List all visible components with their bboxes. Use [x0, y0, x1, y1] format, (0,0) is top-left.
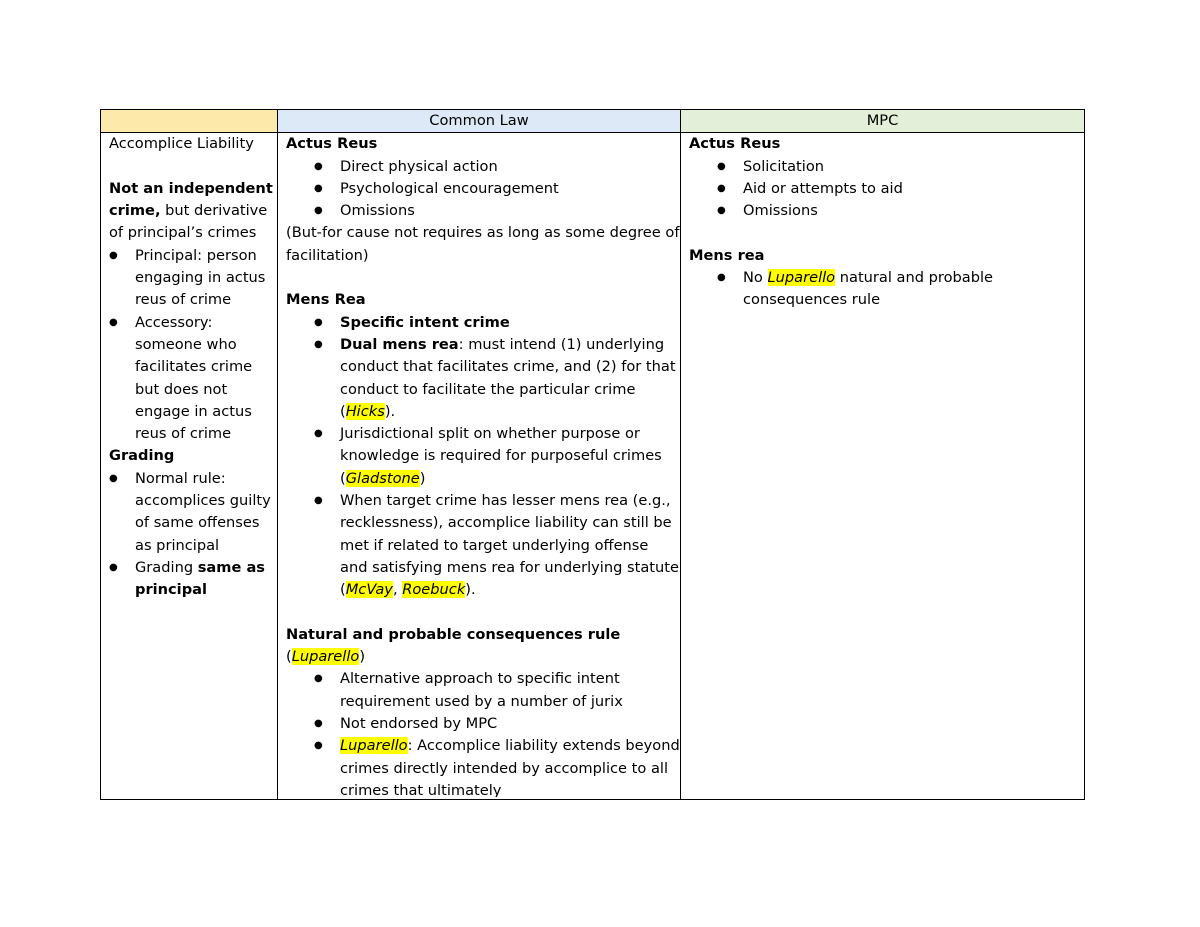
- case-gladstone: Gladstone: [345, 469, 420, 487]
- mpc-mens-rea-list: [689, 267, 1084, 312]
- case-separator: ,: [392, 581, 403, 599]
- comparison-table: [100, 109, 1085, 800]
- mpc-actus-reus-heading: Actus Reus: [689, 135, 781, 153]
- case-luparello: Luparello: [767, 269, 836, 287]
- mpc-actus-reus-list: [689, 156, 1084, 223]
- list-item: [286, 735, 680, 797]
- lesser-mens-rea-text: When target crime has lesser mens rea (e.g., recklessness), accomplice liability can still be met if related to target underlying offense and satisfying mens rea for underlying statute (: [340, 492, 679, 599]
- intro-bold: Not an independent crime,: [109, 179, 273, 220]
- intro-rest: but derivative of principal’s crimes: [109, 202, 268, 242]
- grading-list: [109, 468, 277, 602]
- list-item: ● Solicitation: [689, 156, 1084, 178]
- npc-list: [286, 668, 680, 797]
- list-item: [286, 490, 680, 601]
- mpc-rule-text: natural and probable consequences rule: [743, 269, 994, 309]
- case-roebuck: Roebuck: [402, 581, 466, 599]
- case-hicks: Hicks: [345, 402, 385, 420]
- list-item: ● Specific intent crime: [286, 312, 680, 334]
- intro-text: [109, 178, 277, 245]
- accomplice-liability-cell: [101, 133, 278, 800]
- mens-rea-heading: Mens Rea: [286, 291, 366, 309]
- grading-last-bold: same as principal: [135, 558, 265, 599]
- common-law-cell: [278, 133, 681, 800]
- list-item: [109, 557, 277, 602]
- mpc-no-prefix: No: [743, 269, 768, 287]
- list-item: ● Alternative approach to specific intent requirement used by a number of jurix: [286, 668, 680, 713]
- lesser-mens-rea-end: ).: [465, 581, 476, 599]
- paren-close: ): [359, 648, 366, 666]
- header-blank-cell: [101, 110, 278, 133]
- split-text: Jurisdictional split on whether purpose or knowledge is required for purposeful crimes (: [340, 425, 662, 487]
- list-item: ● Omissions: [286, 200, 680, 222]
- grading-last-plain: Grading: [135, 558, 198, 576]
- luparello-text: : Accomplice liability extends beyond crimes directly intended by accomplice to all crimes that ultimately: [340, 737, 680, 798]
- list-item: ● Normal rule: accomplices guilty of same offenses as principal: [109, 468, 277, 557]
- list-item: ● Omissions: [689, 200, 1084, 222]
- mpc-cell: [681, 133, 1085, 800]
- content-row: [101, 133, 1085, 800]
- header-row: [101, 110, 1085, 133]
- list-item: [689, 267, 1084, 312]
- dual-mens-rea-end: ).: [384, 402, 396, 420]
- split-end: ): [419, 469, 426, 487]
- list-item: [286, 334, 680, 423]
- header-mpc: MPC: [681, 110, 1085, 133]
- mpc-mens-rea-heading: Mens rea: [689, 246, 765, 264]
- list-item: ● Psychological encouragement: [286, 178, 680, 200]
- actus-reus-heading: Actus Reus: [286, 135, 378, 153]
- case-mcvay: McVay: [345, 581, 393, 599]
- mens-rea-list: [286, 312, 680, 602]
- list-item: [286, 423, 680, 490]
- case-luparello: Luparello: [291, 648, 360, 666]
- list-item: ● Not endorsed by MPC: [286, 713, 680, 735]
- actus-note: (But-for cause not requires as long as some degree of facilitation): [286, 224, 680, 264]
- row-title: Accomplice Liability: [109, 135, 254, 153]
- list-item: ● Accessory: someone who facilitates crime but does not engage in actus reus of crime: [109, 312, 277, 446]
- party-list: [109, 245, 277, 446]
- case-luparello: Luparello: [340, 737, 408, 755]
- dual-mens-rea-label: Dual mens rea: [340, 335, 459, 353]
- dual-mens-rea-text: : must intend (1) underlying conduct that facilitates crime, and (2) for that conduct to facilitate the particular crime (: [340, 335, 676, 420]
- paren-open: (: [286, 648, 292, 666]
- list-item: ● Aid or attempts to aid: [689, 178, 1084, 200]
- header-common-law: Common Law: [278, 110, 681, 133]
- npc-heading: Natural and probable consequences rule: [286, 625, 621, 643]
- grading-heading: Grading: [109, 447, 175, 465]
- npc-case-line: [286, 646, 680, 668]
- list-item: ● Direct physical action: [286, 156, 680, 178]
- list-item: ● Principal: person engaging in actus reus of crime: [109, 245, 277, 312]
- actus-reus-list: [286, 156, 680, 223]
